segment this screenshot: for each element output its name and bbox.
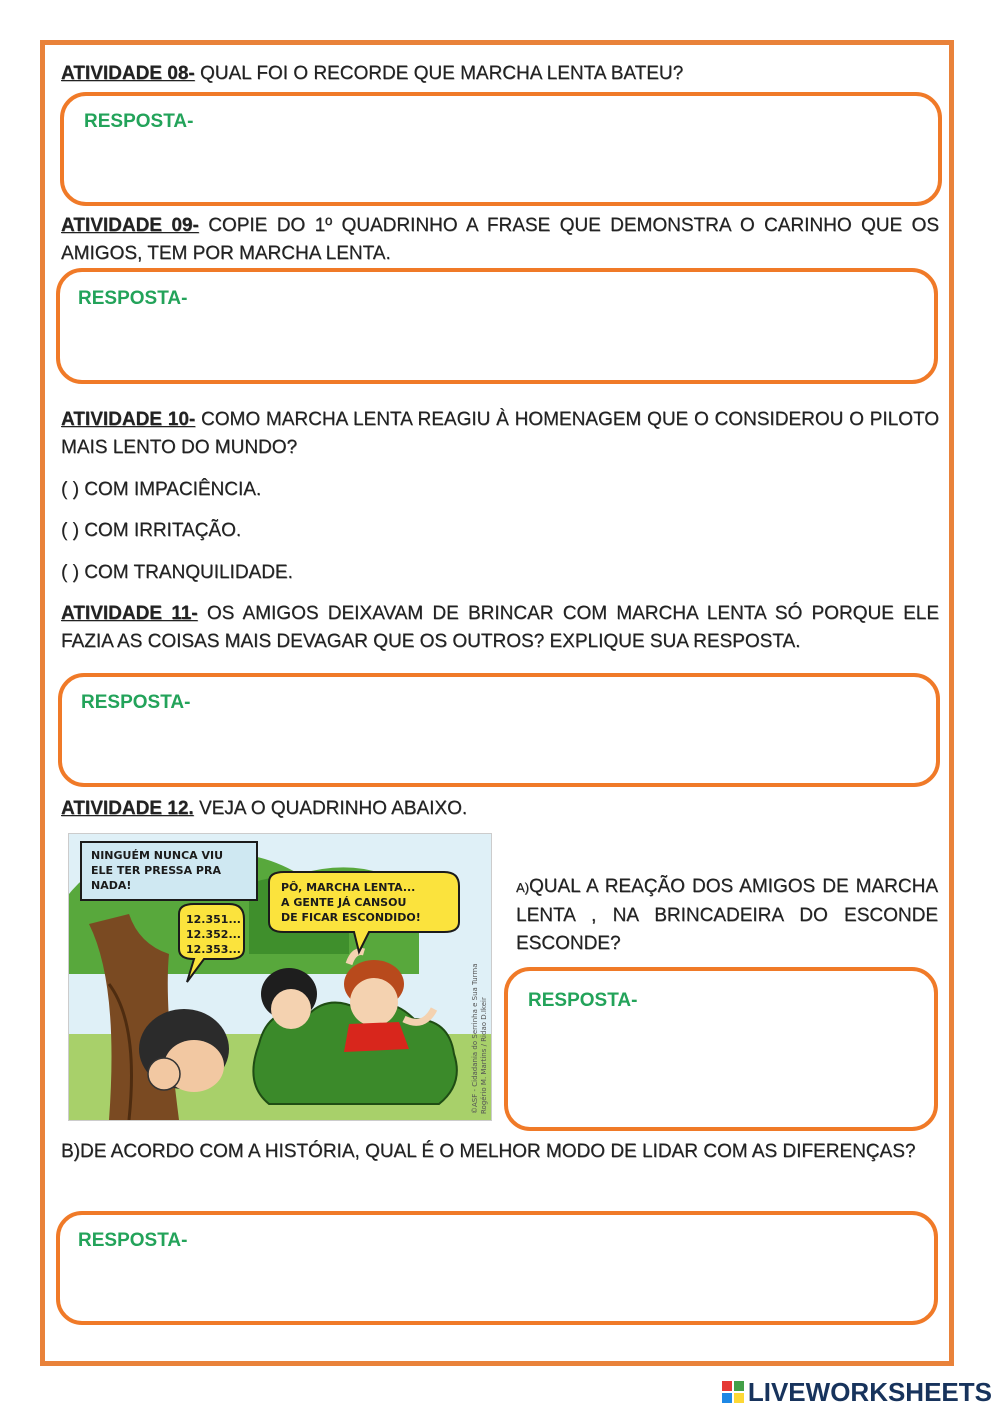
option-irritacao[interactable]: ( ) COM IRRITAÇÃO. xyxy=(61,520,242,541)
activity-09-label: ATIVIDADE 09- xyxy=(61,215,199,236)
activity-12 xyxy=(61,795,939,823)
activity-08-label: ATIVIDADE 08- xyxy=(61,63,195,84)
comic-speech-line-2: A GENTE JÁ CANSOU xyxy=(281,896,407,909)
comic-count-2: 12.352... xyxy=(186,928,241,941)
comic-speech-line-1: PÔ, MARCHA LENTA... xyxy=(281,881,416,894)
liveworksheets-logo xyxy=(722,1377,992,1407)
comic-count-1: 12.351... xyxy=(186,913,241,926)
answer-box-12b[interactable] xyxy=(56,1211,938,1325)
activity-12-label: ATIVIDADE 12. xyxy=(61,798,194,819)
activity-12-question-a xyxy=(516,873,938,958)
comic-count-3: 12.353... xyxy=(186,943,241,956)
activity-09 xyxy=(61,212,939,268)
logo-grid-icon xyxy=(722,1381,744,1403)
answer-label: RESPOSTA- xyxy=(84,111,194,132)
activity-11 xyxy=(61,600,939,656)
activity-10-question: COMO MARCHA LENTA REAGIU À HOMENAGEM QUE O CONSIDEROU O PILOTO MAIS LENTO DO MUNDO? xyxy=(61,409,939,458)
answer-label: RESPOSTA- xyxy=(78,288,188,309)
activity-08-question: QUAL FOI O RECORDE QUE MARCHA LENTA BATEU? xyxy=(194,63,684,84)
answer-box-09[interactable] xyxy=(56,268,938,384)
answer-label: RESPOSTA- xyxy=(81,692,191,713)
comic-caption-line-3: NADA! xyxy=(91,879,132,892)
question-b-text: B)DE ACORDO COM A HISTÓRIA, QUAL É O MELHOR MODO DE LIDAR COM AS DIFERENÇAS? xyxy=(61,1141,916,1162)
activity-09-question: COPIE DO 1º QUADRINHO A FRASE QUE DEMONSTRA O CARINHO QUE OS AMIGOS, TEM POR MARCHA LENTA. xyxy=(61,215,939,264)
activity-10 xyxy=(61,406,939,462)
comic-caption-line-1: NINGUÉM NUNCA VIU xyxy=(91,849,224,862)
activity-12-question-b xyxy=(61,1138,939,1166)
comic-credit-2: Rogério M. Martins / Ridao D.Ikeir xyxy=(480,997,488,1114)
activity-11-question: OS AMIGOS DEIXAVAM DE BRINCAR COM MARCHA LENTA SÓ PORQUE ELE FAZIA AS COISAS MAIS DEVAGAR QUE OS OUTROS? EXPLIQUE SUA RESPOSTA. xyxy=(61,603,939,652)
activity-12-question: VEJA O QUADRINHO ABAIXO. xyxy=(193,798,468,819)
question-a-prefix: A) xyxy=(516,880,529,895)
answer-box-11[interactable] xyxy=(58,673,940,787)
option-tranquilidade[interactable]: ( ) COM TRANQUILIDADE. xyxy=(61,562,293,583)
comic-speech-line-3: DE FICAR ESCONDIDO! xyxy=(281,911,421,924)
answer-label: RESPOSTA- xyxy=(78,1230,188,1251)
comic-panel xyxy=(68,833,492,1121)
answer-label: RESPOSTA- xyxy=(528,990,638,1011)
question-a-text: QUAL A REAÇÃO DOS AMIGOS DE MARCHA LENTA , NA BRINCADEIRA DO ESCONDE ESCONDE? xyxy=(516,876,938,954)
answer-box-12a[interactable] xyxy=(504,967,938,1131)
answer-box-08[interactable] xyxy=(60,92,942,206)
logo-text: LIVEWORKSHEETS xyxy=(747,1376,992,1407)
activity-11-label: ATIVIDADE 11- xyxy=(61,603,198,624)
comic-credit-1: ©ASF - Cidadania do Serrinha e Sua Turma xyxy=(471,963,479,1114)
option-impaciencia[interactable]: ( ) COM IMPACIÊNCIA. xyxy=(61,479,262,500)
activity-08 xyxy=(61,60,939,88)
activity-10-label: ATIVIDADE 10- xyxy=(61,409,196,430)
comic-caption-line-2: ELE TER PRESSA PRA xyxy=(91,864,221,877)
